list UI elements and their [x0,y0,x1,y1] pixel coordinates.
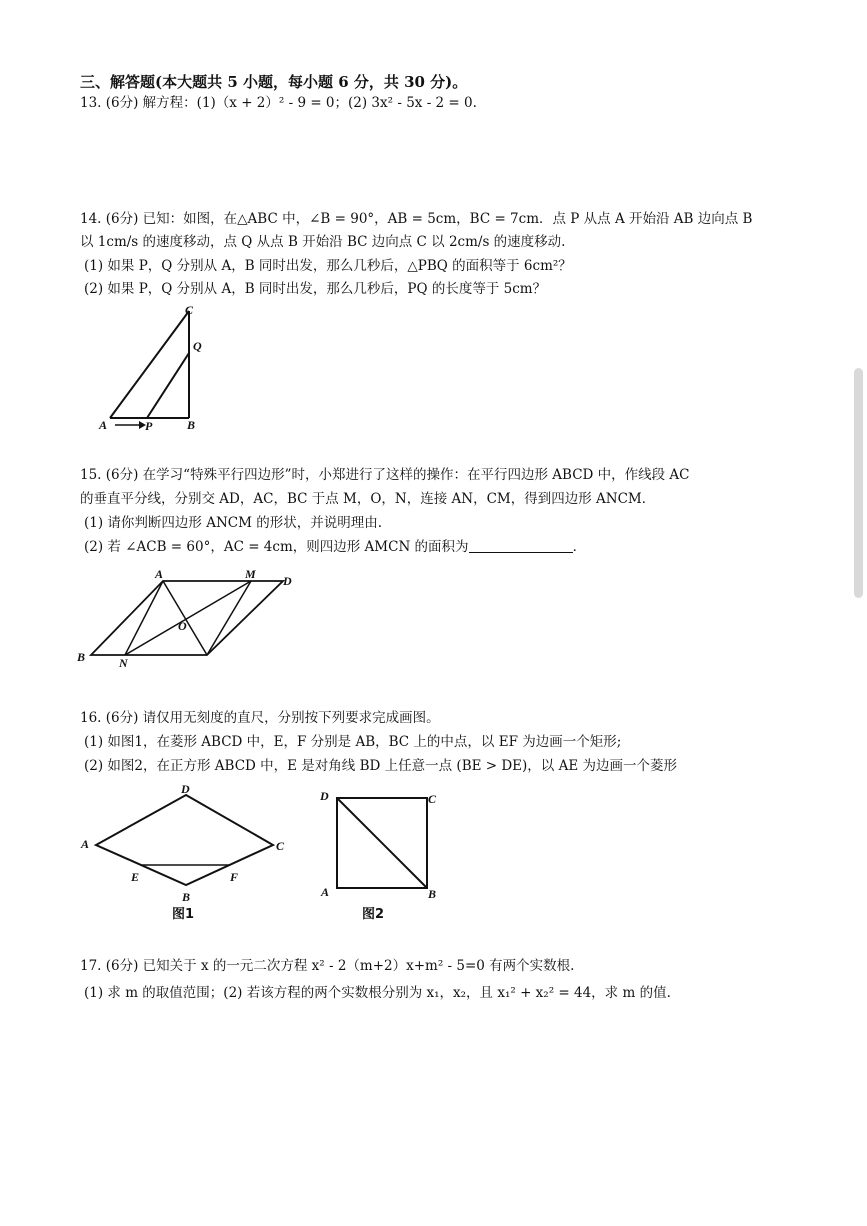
label-b: B [77,650,86,664]
question-13: 13. (6分) 解方程：(1)（x + 2）² - 9 = 0；(2) 3x² - 5x - 2 = 0. [80,95,477,111]
question-17-part-1-2: (1) 求 m 的取值范围；(2) 若该方程的两个实数根分别为 x₁，x₂，且 x₁² + x₂² = 44，求 m 的值. [84,985,671,1001]
label-q: Q [193,339,202,353]
square-figure-2 [315,780,455,920]
label-c: C [428,792,437,806]
question-15-part-2 [84,537,586,557]
label-a: A [99,418,108,432]
answer-blank[interactable] [469,538,573,553]
label-d: D [181,782,190,796]
question-15-line-2: 的垂直平分线，分别交 AD，AC，BC 于点 M，O，N，连接 AN，CM，得到四边形 ANCM． [80,491,656,507]
figure-1-caption: 图1 [172,907,195,920]
question-14-part-1: (1) 如果 P，Q 分别从 A，B 同时出发，那么几秒后，△PBQ 的面积等于 6cm²？ [84,258,572,274]
label-d: D [283,574,292,588]
vertical-scrollbar[interactable] [854,368,863,598]
question-17-line-1: 17. (6分) 已知关于 x 的一元二次方程 x² - 2（m+2）x+m² - 5=0 有两个实数根. [80,958,575,974]
label-p: P [145,419,153,433]
label-a: A [81,837,90,851]
question-14-line-2: 以 1cm/s 的速度移动，点 Q 从点 B 开始沿 BC 边向点 C 以 2cm/s 的速度移动. [80,234,566,250]
question-16-line-1: 16. (6分) 请仅用无刻度的直尺，分别按下列要求完成画图。 [80,710,440,726]
question-15-part-1: (1) 请你判断四边形 ANCM 的形状，并说明理由. [84,515,383,531]
rhombus-figure-1 [78,780,293,920]
label-n: N [119,656,128,670]
question-15-part-2-end: ． [572,539,587,555]
label-m: M [245,567,256,581]
label-e: E [131,870,140,884]
question-16-part-2: (2) 如图2，在正方形 ABCD 中，E 是对角线 BD 上任意一点 (BE > DE)，以 AE 为边画一个菱形 [84,758,677,774]
label-b: B [182,890,191,904]
label-o: O [178,619,187,633]
question-15-part-2-text: (2) 若 ∠ACB = 60°，AC = 4cm，则四边形 AMCN 的面积为 [84,539,469,555]
label-c: C [276,839,285,853]
label-a: A [155,567,164,581]
question-15-line-1: 15. (6分) 在学习“特殊平行四边形”时，小郑进行了这样的操作：在平行四边形 ABCD 中，作线段 AC [80,467,690,483]
parallelogram-abcd-figure [75,565,300,670]
label-d: D [320,789,329,803]
label-f: F [230,870,239,884]
label-b: B [187,418,196,432]
label-b: B [428,887,437,901]
figure-2-caption: 图2 [362,907,385,920]
question-14-part-2: (2) 如果 P，Q 分别从 A，B 同时出发，那么几秒后，PQ 的长度等于 5cm？ [84,281,547,297]
question-16-part-1: (1) 如图1，在菱形 ABCD 中，E，F 分别是 AB，BC 上的中点，以 EF 为边画一个矩形; [84,734,622,750]
label-a: A [321,885,330,899]
triangle-abc-figure [95,303,225,438]
question-14-line-1: 14. (6分) 已知：如图，在△ABC 中，∠B = 90°，AB = 5cm，BC = 7cm．点 P 从点 A 开始沿 AB 边向点 B [80,211,753,227]
label-c: C [185,303,194,317]
section-header: 三、解答题(本大题共 5 小题，每小题 6 分，共 30 分)。 [80,73,468,91]
